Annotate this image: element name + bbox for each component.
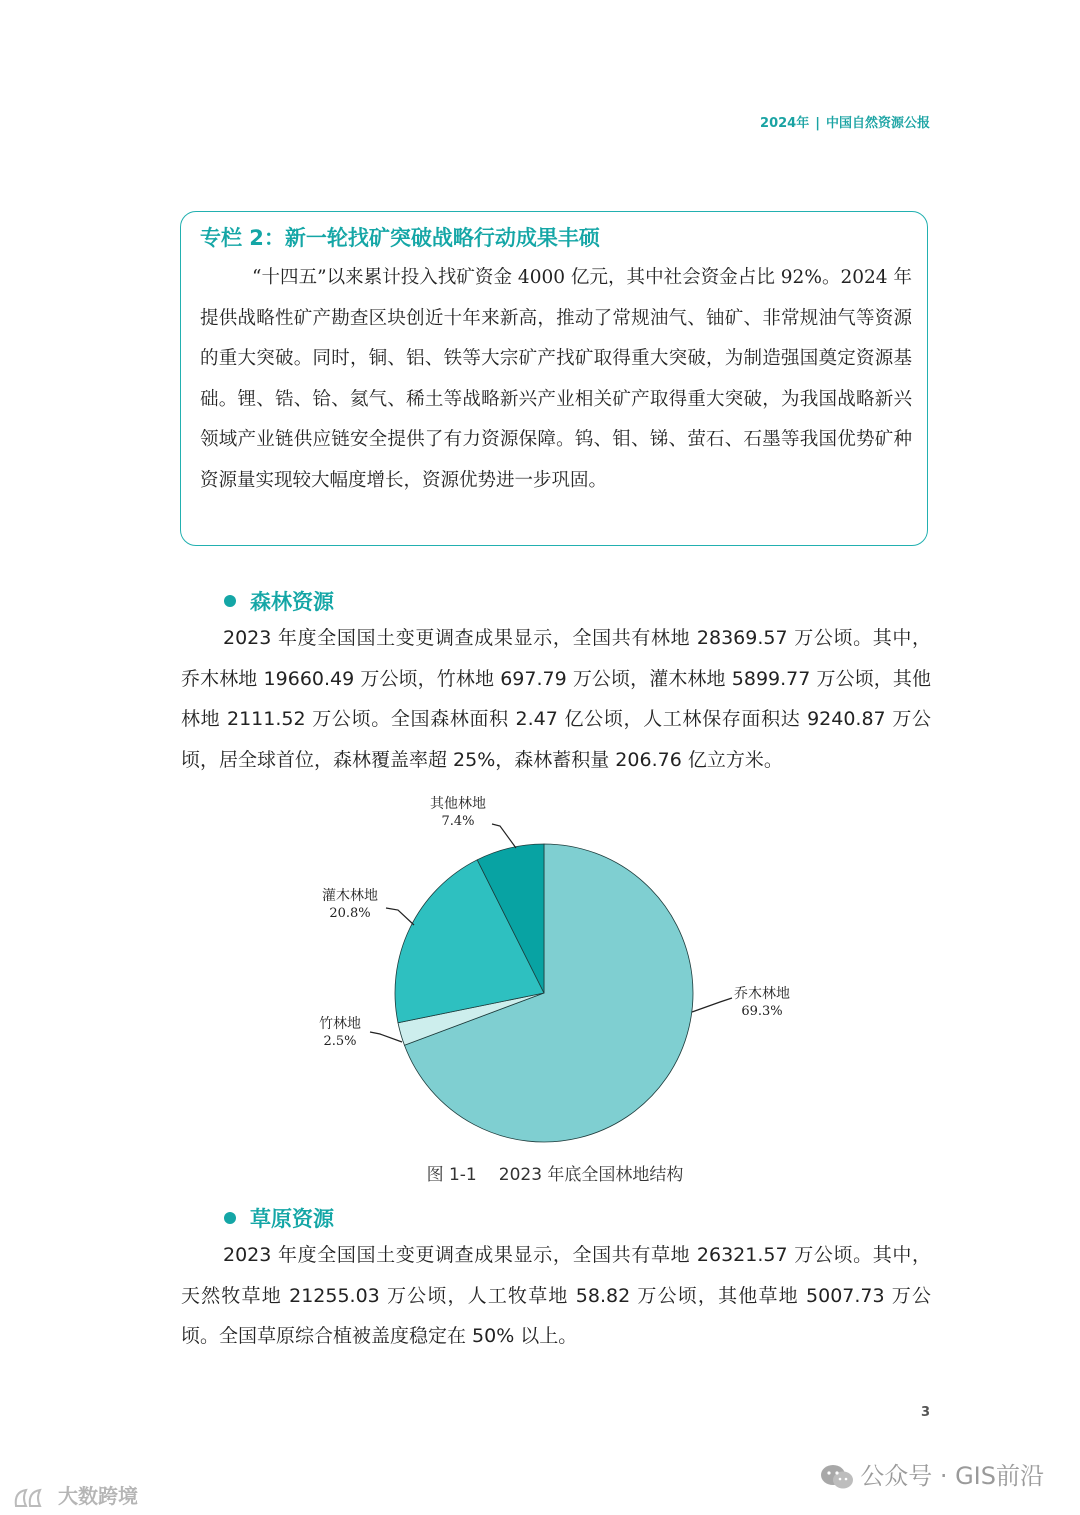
forest-heading-label: 森林资源 xyxy=(250,590,334,614)
page-number: 3 xyxy=(920,1405,930,1420)
slice-value-3: 7.4% xyxy=(441,814,475,829)
watermark-left xyxy=(12,1480,138,1510)
grassland-heading xyxy=(224,1203,334,1233)
figure-caption xyxy=(0,1160,1080,1185)
wechat-icon xyxy=(820,1464,854,1490)
feature-box-text: “十四五”以来累计投入找矿资金 4000 亿元，其中社会资金占比 92%。2024 年提供战略性矿产勘查区块创近十年来新高，推动了常规油气、铀矿、非常规油气等资源的重大突破。同时，铜、铝、铁等大宗矿产找矿取得重大突破，为制造强国奠定资源基础。锂、锆、铪、氦气、稀土等战略新兴产业相关矿产取得重大突破，为我国战略新兴领域产业链供应链安全提供了有力资源保障。钨、钼、锑、萤石、石墨等我国优势矿种资源量实现较大幅度增长，资源优势进一步巩固。 xyxy=(200,267,912,491)
watermark-right xyxy=(820,1456,1044,1491)
slice-label-2: 灌木林地 xyxy=(322,888,378,904)
brand-logo-icon xyxy=(12,1486,52,1510)
slice-label-0: 乔木林地 xyxy=(734,986,790,1002)
bullet-dot-icon xyxy=(224,595,236,607)
forest-paragraph xyxy=(181,618,931,780)
slice-label-1: 竹林地 xyxy=(319,1016,361,1032)
header-year: 2024年 xyxy=(760,116,810,131)
watermark-right-text: 公众号 · GIS前沿 xyxy=(860,1462,1044,1490)
leader-line-0 xyxy=(692,998,732,1012)
feature-box-title: 专栏 2：新一轮找矿突破战略行动成果丰硕 xyxy=(200,226,600,250)
feature-box-body xyxy=(200,258,912,501)
figure-caption-text: 2023 年底全国林地结构 xyxy=(498,1165,684,1185)
leader-line-3 xyxy=(492,824,516,848)
forest-land-pie-chart xyxy=(300,790,820,1160)
leader-line-2 xyxy=(386,908,414,925)
grassland-heading-label: 草原资源 xyxy=(250,1207,334,1231)
grassland-paragraph xyxy=(181,1235,931,1357)
slice-value-2: 20.8% xyxy=(329,906,371,921)
figure-number: 图 1-1 xyxy=(426,1165,477,1185)
watermark-left-text: 大数跨境 xyxy=(58,1484,138,1508)
bullet-dot-icon xyxy=(224,1212,236,1224)
grassland-text: 2023 年度全国国土变更调查成果显示，全国共有草地 26321.57 万公顷。其中，天然牧草地 21255.03 万公顷，人工牧草地 58.82 万公顷，其他草地 5007.73 万公顷。全国草原综合植被盖度稳定在 50% 以上。 xyxy=(181,1244,931,1347)
forest-heading xyxy=(224,586,334,616)
header-separator: | xyxy=(815,116,820,131)
leader-line-1 xyxy=(370,1032,402,1042)
slice-value-0: 69.3% xyxy=(741,1004,783,1019)
page-header xyxy=(760,112,930,131)
forest-text: 2023 年度全国国土变更调查成果显示，全国共有林地 28369.57 万公顷。其中，乔木林地 19660.49 万公顷，竹林地 697.79 万公顷，灌木林地 5899.77 万公顷，其他林地 2111.52 万公顷。全国森林面积 2.47 亿公顷，人工林保存面积达 9240.87 万公顷，居全球首位，森林覆盖率超 25%，森林蓄积量 206.76 亿立方米。 xyxy=(181,627,931,771)
slice-label-3: 其他林地 xyxy=(430,796,486,812)
header-title: 中国自然资源公报 xyxy=(825,116,930,131)
slice-value-1: 2.5% xyxy=(323,1034,357,1049)
